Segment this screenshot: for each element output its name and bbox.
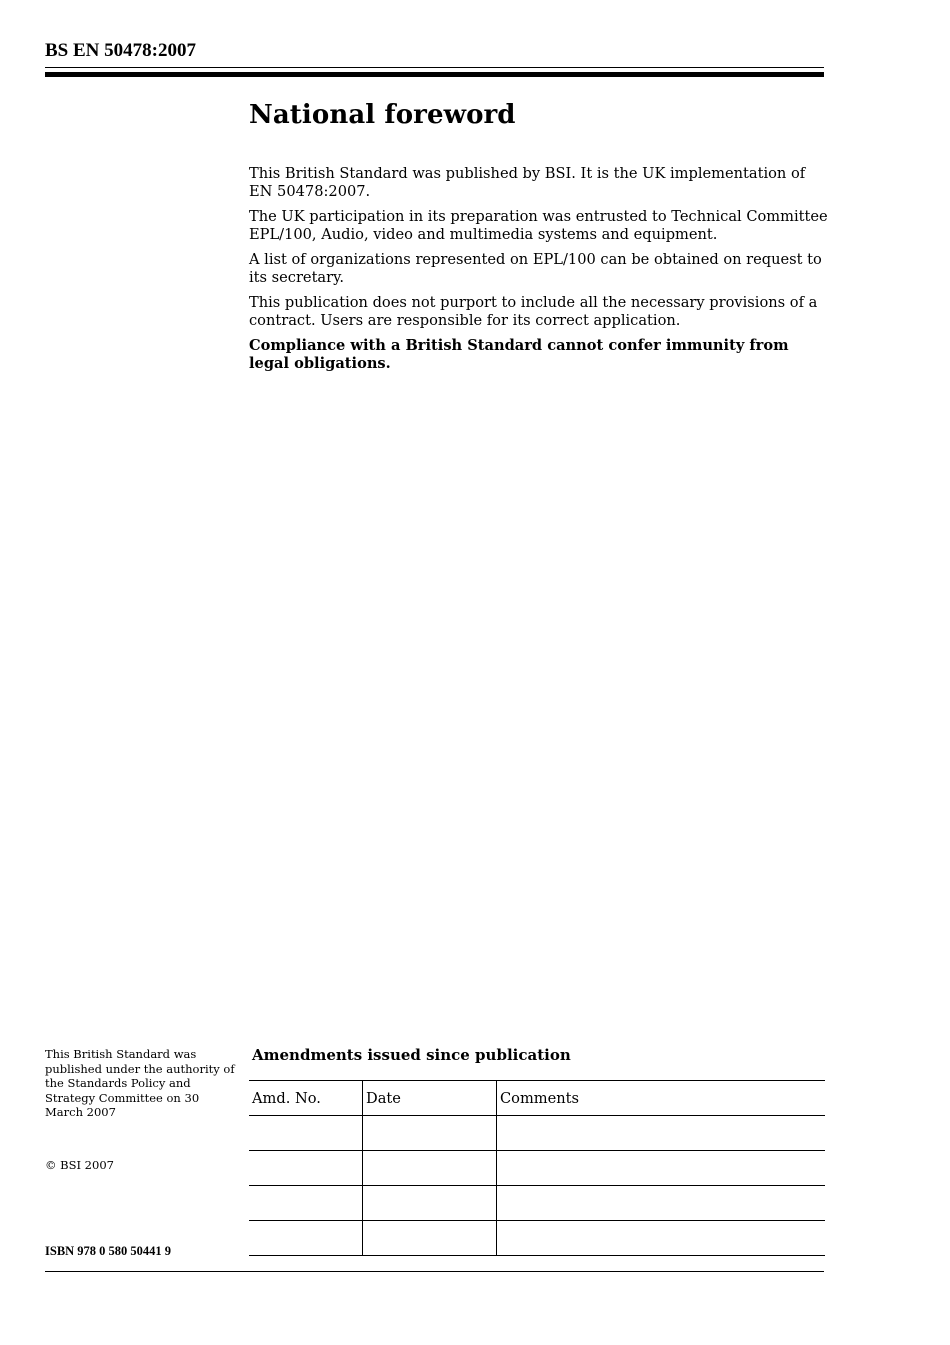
table-cell	[363, 1221, 497, 1256]
table-cell	[363, 1186, 497, 1221]
paragraph-publication: This British Standard was published by BSI. It is the UK implementation of EN 50478:2007.	[249, 165, 806, 200]
table-row	[249, 1186, 825, 1221]
table-cell	[497, 1116, 826, 1151]
column-header-comments: Comments	[497, 1081, 826, 1116]
foreword-body	[249, 165, 829, 380]
table-row	[249, 1116, 825, 1151]
column-header-date: Date	[363, 1081, 497, 1116]
copyright-notice: © BSI 2007	[45, 1158, 114, 1172]
table-cell	[497, 1221, 826, 1256]
header-rule-thick	[45, 72, 824, 77]
table-cell	[497, 1186, 826, 1221]
isbn-number: ISBN 978 0 580 50441 9	[45, 1244, 172, 1258]
table-cell	[363, 1151, 497, 1186]
table-row	[249, 1151, 825, 1186]
page-title: National foreword	[249, 100, 516, 130]
publication-note: This British Standard was published under the authority of the Standards Policy and Strategy Committee on 30 March 2007	[45, 1047, 235, 1119]
compliance-note: Compliance with a British Standard cannot confer immunity from legal obligations.	[249, 337, 789, 372]
table-cell	[249, 1221, 363, 1256]
table-cell	[249, 1151, 363, 1186]
table-cell	[249, 1186, 363, 1221]
table-cell	[363, 1116, 497, 1151]
paragraph-provisions: This publication does not purport to include all the necessary provisions of a contract. Users are responsible for its correct application.	[249, 294, 818, 329]
paragraph-participation: The UK participation in its preparation was entrusted to Technical Committee EPL/100, Audio, video and multimedia systems and equipment.	[249, 208, 828, 243]
paragraph-organizations: A list of organizations represented on EPL/100 can be obtained on request to its secretary.	[249, 251, 822, 286]
amendments-heading: Amendments issued since publication	[252, 1046, 571, 1064]
table-cell	[249, 1116, 363, 1151]
document-id: BS EN 50478:2007	[45, 40, 196, 61]
table-header-row	[249, 1081, 825, 1116]
footer-rule	[45, 1271, 824, 1272]
table-cell	[497, 1151, 826, 1186]
column-header-amd-no: Amd. No.	[249, 1081, 363, 1116]
header-rule-thin	[45, 67, 824, 68]
amendments-table	[249, 1080, 825, 1256]
table-row	[249, 1221, 825, 1256]
